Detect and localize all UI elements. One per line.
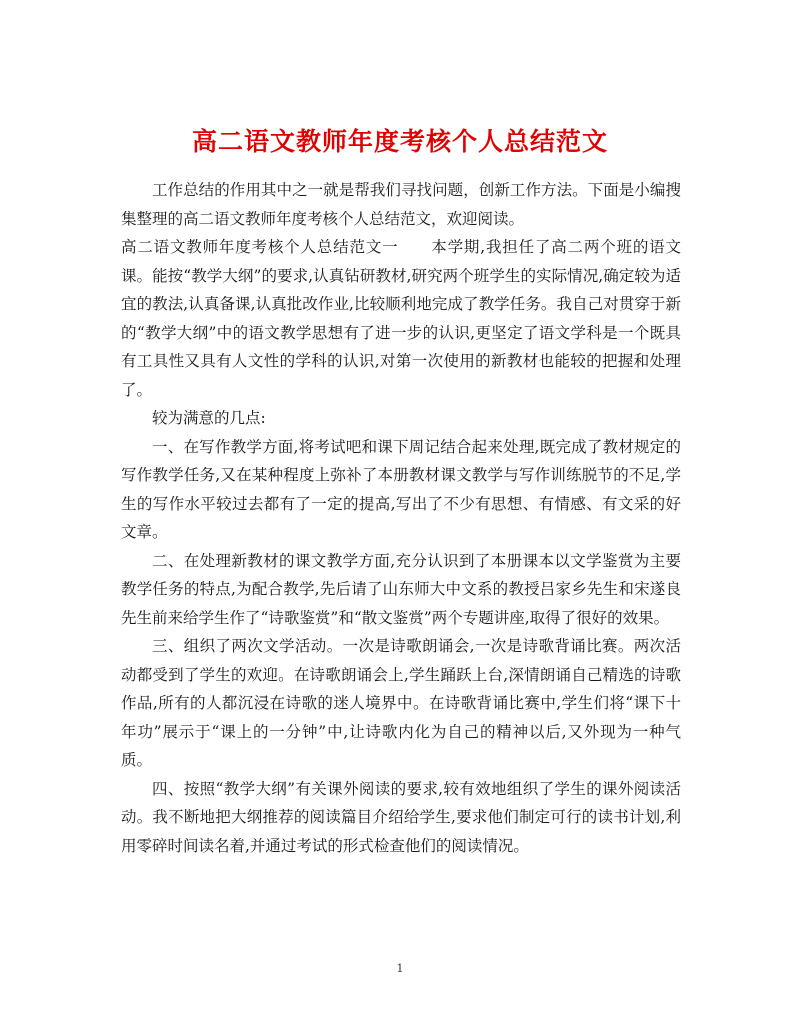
intro-paragraph: 工作总结的作用其中之一就是帮我们寻找问题，创新工作方法。下面是小编搜集整理的高二语文教师年度考核个人总结范文，欢迎阅读。 xyxy=(121,181,681,228)
point-paragraph-3: 三、组织了两次文学活动。一次是诗歌朗诵会,一次是诗歌背诵比赛。两次活动都受到了学生的欢迎。在诗歌朗诵会上,学生踊跃上台,深情朗诵自己精选的诗歌作品,所有的人都沉浸在诗歌的迷人境界中。在诗歌背诵比赛中,学生们将“课下十年功”展示于“课上的一分钟”中,让诗歌内化为自己的精神以后,又外现为一种气质。 xyxy=(121,637,681,769)
page-title: 高二语文教师年度考核个人总结范文 xyxy=(191,126,608,156)
document-body xyxy=(121,176,681,860)
section-body: 本学期,我担任了高二两个班的语文课。能按“教学大纲”的要求,认真钻研教材,研究两个班学生的实际情况,确定较为适宜的教法,认真备课,认真批改作业,比较顺利地完成了教学任务。我自己对贯穿于新的“教学大纲”中的语文教学思想有了进一步的认识,更坚定了语文学科是一个既具有工具性又具有人文性的学科的认识,对第一次使用的新教材也能较的把握和处理了。 xyxy=(121,238,681,399)
satisfied-heading: 较为满意的几点: xyxy=(152,409,266,427)
point-paragraph-4: 四、按照“教学大纲”有关课外阅读的要求,较有效地组织了学生的课外阅读活动。我不断地把大纲推荐的阅读篇目介绍给学生,要求他们制定可行的读书计划,利用零碎时间读名着,并通过考试的形式检查他们的阅读情况。 xyxy=(121,779,681,855)
section-heading: 高二语文教师年度考核个人总结范文一 xyxy=(121,238,399,256)
point-paragraph-2: 二、在处理新教材的课文教学方面,充分认识到了本册课本以文学鉴赏为主要教学任务的特点,为配合教学,先后请了山东师大中文系的教授吕家乡先生和宋遂良先生前来给学生作了“诗歌鉴赏”和“散文鉴赏”两个专题讲座,取得了很好的效果。 xyxy=(121,551,681,627)
section-paragraph xyxy=(121,233,681,404)
point-paragraph-1: 一、在写作教学方面,将考试吧和课下周记结合起来处理,既完成了教材规定的写作教学任务,又在某种程度上弥补了本册教材课文教学与写作训练脱节的不足,学生的写作水平较过去都有了一定的提高,写出了不少有思想、有情感、有文采的好文章。 xyxy=(121,437,681,541)
page-number: 1 xyxy=(396,962,404,975)
